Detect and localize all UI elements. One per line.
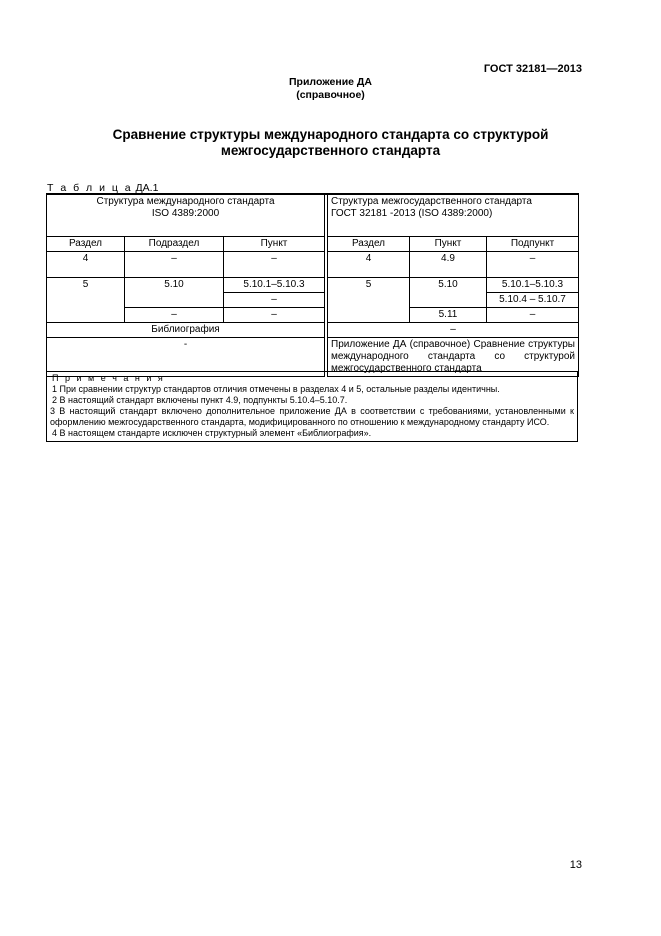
table-cell: – xyxy=(125,307,224,322)
table-cell: Библиография xyxy=(47,322,325,337)
table-cell: 4 xyxy=(47,251,125,277)
table-cell: – xyxy=(125,251,224,277)
comparison-table xyxy=(46,193,579,377)
table-caption-prefix: Т а б л и ц а xyxy=(47,182,133,194)
col-intl-punkt: Пункт xyxy=(224,236,325,251)
table-cell: 5.10 xyxy=(125,277,224,307)
table-row xyxy=(47,277,579,292)
col-inter-punkt: Пункт xyxy=(410,236,487,251)
table-cell: 5.10.4 – 5.10.7 xyxy=(487,292,579,307)
table-cell: – xyxy=(487,251,579,277)
inter-header-line-1: Структура межгосударственного стандарта xyxy=(331,196,532,207)
bibliography-row xyxy=(47,322,579,337)
table-cell: – xyxy=(224,251,325,277)
table-cell: 5.11 xyxy=(410,307,487,322)
note-2: 2 В настоящий стандарт включены пункт 4.9, подпункты 5.10.4–5.10.7. xyxy=(52,395,348,405)
title-line-2: межгосударственного стандарта xyxy=(220,143,441,158)
col-inter-podpunkt: Подпункт xyxy=(487,236,579,251)
table-row xyxy=(47,307,579,322)
inter-header-line-2: ГОСТ 32181 -2013 (ISO 4389:2000) xyxy=(331,208,493,219)
intl-header-line-1: Структура международного стандарта xyxy=(96,196,275,207)
table-cell: 4 xyxy=(328,251,410,277)
table-cell: 5 xyxy=(328,277,410,322)
inter-structure-header xyxy=(328,194,579,236)
table-header-row xyxy=(47,194,579,236)
annex-type: (справочное) xyxy=(296,89,365,101)
table-cell: 5.10.1–5.10.3 xyxy=(224,277,325,292)
notes-header: П р и м е ч а н и я xyxy=(52,373,165,383)
table-cell: – xyxy=(328,322,579,337)
annex-title: Приложение ДА xyxy=(289,76,372,88)
table-cell: 5 xyxy=(47,277,125,322)
note-4: 4 В настоящем стандарте исключен структурный элемент «Библиография». xyxy=(52,428,372,438)
title-line-1: Сравнение структуры международного стандарта со структурой xyxy=(112,127,549,142)
table-cell: 5.10 xyxy=(410,277,487,307)
table-cell: – xyxy=(224,307,325,322)
intl-header-line-2: ISO 4389:2000 xyxy=(151,208,220,219)
col-inter-razdel: Раздел xyxy=(328,236,410,251)
table-cell: 5.10.1–5.10.3 xyxy=(487,277,579,292)
document-title xyxy=(60,127,601,159)
standard-code: ГОСТ 32181—2013 xyxy=(483,63,582,75)
table-caption-id: ДА.1 xyxy=(135,182,159,194)
notes-block xyxy=(46,371,578,442)
table-cell: – xyxy=(224,292,325,307)
col-intl-razdel: Раздел xyxy=(47,236,125,251)
table-cell: 4.9 xyxy=(410,251,487,277)
table-row xyxy=(47,251,579,277)
table-cell: – xyxy=(487,307,579,322)
table-cell: - xyxy=(47,337,325,376)
column-names-row xyxy=(47,236,579,251)
note-1: 1 При сравнении структур стандартов отличия отмечены в разделах 4 и 5, остальные разделы идентичны. xyxy=(52,384,500,394)
table-cell: Приложение ДА (справочное) Сравнение структуры международного стандарта со структурой межгосударственного стандарта xyxy=(328,337,579,376)
note-3: 3 В настоящий стандарт включено дополнительное приложение ДА в соответствии с требованиями, установленными к оформлению межгосударственного стандарта, модифицированного по отношению к международному стандарту ИСО. xyxy=(50,406,574,427)
intl-structure-header xyxy=(47,194,325,236)
page-number: 13 xyxy=(569,859,582,871)
col-intl-podrazdel: Подраздел xyxy=(125,236,224,251)
